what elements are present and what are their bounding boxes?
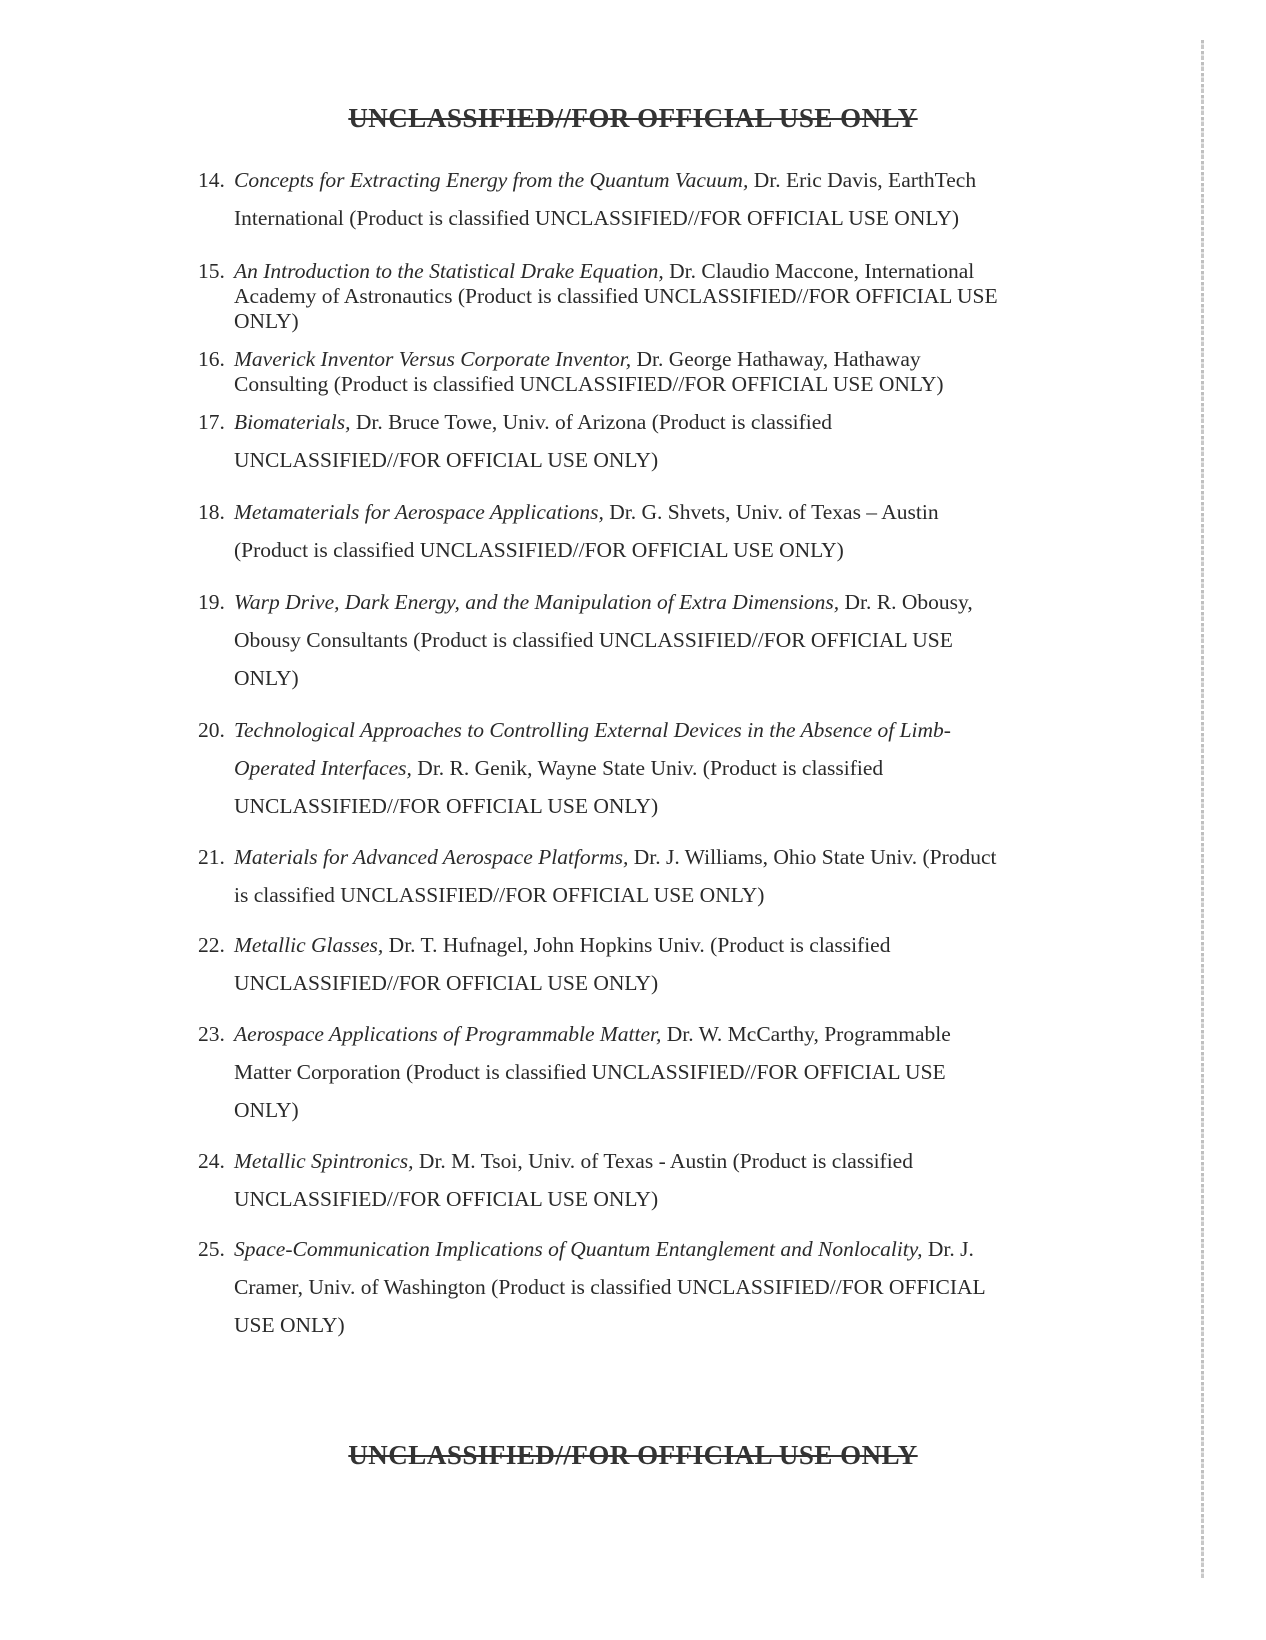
item-author: Dr. Claudio Maccone, International [663,259,975,283]
item-line-1 [234,259,974,284]
item-title-continued: Operated Interfaces, [234,756,412,780]
header-classification-banner: UNCLASSIFIED//FOR OFFICIAL USE ONLY [348,103,918,133]
item-number: 21. [198,845,225,869]
item-line-3: ONLY) [234,666,299,690]
footer-classification-banner: UNCLASSIFIED//FOR OFFICIAL USE ONLY [348,1440,918,1470]
item-author: Dr. T. Hufnagel, John Hopkins Univ. (Product is classified [383,933,891,957]
item-line-2: Cramer, Univ. of Washington (Product is classified UNCLASSIFIED//FOR OFFICIAL [234,1275,986,1299]
item-line-2: Academy of Astronautics (Product is classified UNCLASSIFIED//FOR OFFICIAL USE [234,284,998,308]
item-number: 20. [198,718,225,742]
item-line-1 [234,1237,974,1262]
item-line-2: Obousy Consultants (Product is classified UNCLASSIFIED//FOR OFFICIAL USE [234,628,953,652]
item-title: Metamaterials for Aerospace Applications, [234,500,604,524]
item-line-1 [234,718,951,743]
item-line-1 [234,1022,951,1047]
item-number: 14. [198,168,225,192]
item-title: Aerospace Applications of Programmable Matter, [234,1022,662,1046]
item-author: Dr. George Hathaway, Hathaway [631,347,921,371]
item-author: Dr. J. [922,1237,974,1261]
item-author: Dr. R. Genik, Wayne State Univ. (Product is classified [411,756,884,780]
item-line-3: ONLY) [234,309,299,333]
item-line-3: ONLY) [234,1098,299,1122]
item-title: Materials for Advanced Aerospace Platforms, [234,845,629,869]
item-title: An Introduction to the Statistical Drake Equation, [234,259,664,283]
item-author: Dr. Bruce Towe, Univ. of Arizona (Product is classified [350,410,833,434]
item-line-3: USE ONLY) [234,1313,345,1337]
item-line-2: UNCLASSIFIED//FOR OFFICIAL USE ONLY) [234,971,659,995]
item-line-1 [234,168,976,193]
item-title: Maverick Inventor Versus Corporate Inventor, [234,347,632,371]
item-author: Dr. M. Tsoi, Univ. of Texas - Austin (Product is classified [413,1149,913,1173]
item-number: 15. [198,259,225,283]
item-title: Technological Approaches to Controlling External Devices in the Absence of Limb- [234,718,951,742]
item-title: Warp Drive, Dark Energy, and the Manipulation of Extra Dimensions, [234,590,840,614]
item-number: 22. [198,933,225,957]
item-number: 25. [198,1237,225,1261]
item-line-1 [234,590,973,615]
item-author: Dr. J. Williams, Ohio State Univ. (Product [628,845,997,869]
item-author: Dr. G. Shvets, Univ. of Texas – Austin [603,500,939,524]
item-title: Biomaterials, [234,410,351,434]
item-line-2: UNCLASSIFIED//FOR OFFICIAL USE ONLY) [234,448,659,472]
item-author: Dr. R. Obousy, [839,590,973,614]
item-line-3: UNCLASSIFIED//FOR OFFICIAL USE ONLY) [234,794,659,818]
item-number: 24. [198,1149,225,1173]
item-line-2 [234,756,883,781]
item-line-2: International (Product is classified UNCLASSIFIED//FOR OFFICIAL USE ONLY) [234,206,960,230]
item-line-1 [234,500,939,525]
item-line-2: Consulting (Product is classified UNCLASSIFIED//FOR OFFICIAL USE ONLY) [234,372,944,396]
item-author: Dr. Eric Davis, EarthTech [748,168,977,192]
item-line-2: UNCLASSIFIED//FOR OFFICIAL USE ONLY) [234,1187,659,1211]
item-line-1 [234,1149,913,1174]
item-number: 16. [198,347,225,371]
item-number: 18. [198,500,225,524]
item-title: Metallic Glasses, [234,933,384,957]
item-line-1 [234,845,997,870]
item-number: 17. [198,410,225,434]
item-line-2: (Product is classified UNCLASSIFIED//FOR OFFICIAL USE ONLY) [234,538,844,562]
item-number: 23. [198,1022,225,1046]
item-line-1 [234,347,921,372]
item-title: Space-Communication Implications of Quantum Entanglement and Nonlocality, [234,1237,923,1261]
item-line-1 [234,410,832,435]
item-line-2: is classified UNCLASSIFIED//FOR OFFICIAL USE ONLY) [234,883,765,907]
item-title: Metallic Spintronics, [234,1149,414,1173]
item-title: Concepts for Extracting Energy from the Quantum Vacuum, [234,168,749,192]
item-line-2: Matter Corporation (Product is classified UNCLASSIFIED//FOR OFFICIAL USE [234,1060,946,1084]
item-author: Dr. W. McCarthy, Programmable [661,1022,951,1046]
scan-edge-artifact [1201,40,1204,1580]
item-number: 19. [198,590,225,614]
item-line-1 [234,933,890,958]
